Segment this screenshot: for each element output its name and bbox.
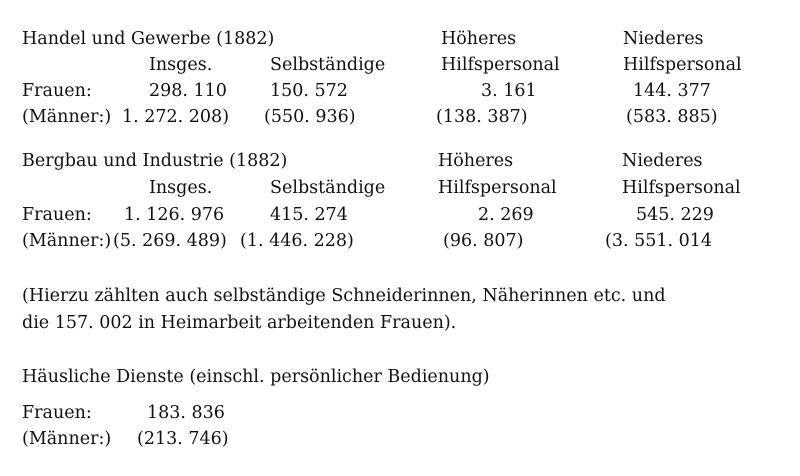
section2-maenner-hoeh: (96. 807) bbox=[443, 231, 524, 251]
section2-header-selbst: Selbständige bbox=[270, 178, 386, 198]
note-line-2: die 157. 002 in Heimarbeit arbeitenden Frauen). bbox=[22, 313, 457, 333]
section1-frauen-insges: 298. 110 bbox=[149, 81, 227, 101]
section2-frauen-selbst: 415. 274 bbox=[270, 205, 348, 225]
section2-header-hoeheres: Höheres bbox=[438, 151, 514, 171]
section2-frauen-hoeh: 2. 269 bbox=[478, 205, 534, 225]
section1-frauen-selbst: 150. 572 bbox=[270, 81, 348, 101]
section2-maenner-label: (Männer:) bbox=[22, 231, 112, 251]
section1-header-selbst: Selbständige bbox=[270, 55, 386, 75]
section3-frauen-value: 183. 836 bbox=[147, 403, 225, 423]
section2-maenner-nied: (3. 551. 014 bbox=[605, 231, 713, 251]
section3-title: Häusliche Dienste (einschl. persönlicher Bedienung) bbox=[22, 367, 490, 387]
section1-header-hilf-n: Hilfspersonal bbox=[623, 55, 742, 75]
section2-header-hilf-h: Hilfspersonal bbox=[438, 178, 557, 198]
section1-maenner-hoeh: (138. 387) bbox=[436, 107, 528, 127]
section2-header-hilf-n: Hilfspersonal bbox=[622, 178, 741, 198]
section1-frauen-nied: 144. 377 bbox=[633, 81, 711, 101]
section1-header-niederes: Niederes bbox=[623, 29, 704, 49]
section2-frauen-insges: 1. 126. 976 bbox=[124, 205, 225, 225]
section1-maenner-label: (Männer:) bbox=[22, 107, 112, 127]
section3-maenner-value: (213. 746) bbox=[137, 429, 229, 449]
section1-header-hoeheres: Höheres bbox=[441, 29, 517, 49]
section1-header-hilf-h: Hilfspersonal bbox=[441, 55, 560, 75]
section2-frauen-label: Frauen: bbox=[22, 205, 92, 225]
section1-maenner-selbst: (550. 936) bbox=[264, 107, 356, 127]
section3-maenner-label: (Männer:) bbox=[22, 429, 112, 449]
section1-frauen-label: Frauen: bbox=[22, 81, 92, 101]
section1-maenner-nied: (583. 885) bbox=[626, 107, 718, 127]
section2-header-insges: Insges. bbox=[149, 178, 213, 198]
section1-header-insges: Insges. bbox=[149, 55, 213, 75]
note-line-1: (Hierzu zählten auch selbständige Schneiderinnen, Näherinnen etc. und bbox=[22, 286, 666, 306]
section3-frauen-label: Frauen: bbox=[22, 403, 92, 423]
section1-maenner-insges: 1. 272. 208) bbox=[122, 107, 230, 127]
section1-title: Handel und Gewerbe (1882) bbox=[22, 29, 275, 49]
section2-maenner-selbst: (1. 446. 228) bbox=[240, 231, 354, 251]
section1-frauen-hoeh: 3. 161 bbox=[481, 81, 537, 101]
section2-maenner-insges: (5. 269. 489) bbox=[113, 231, 227, 251]
section2-title: Bergbau und Industrie (1882) bbox=[22, 151, 288, 171]
section2-frauen-nied: 545. 229 bbox=[636, 205, 714, 225]
section2-header-niederes: Niederes bbox=[622, 151, 703, 171]
